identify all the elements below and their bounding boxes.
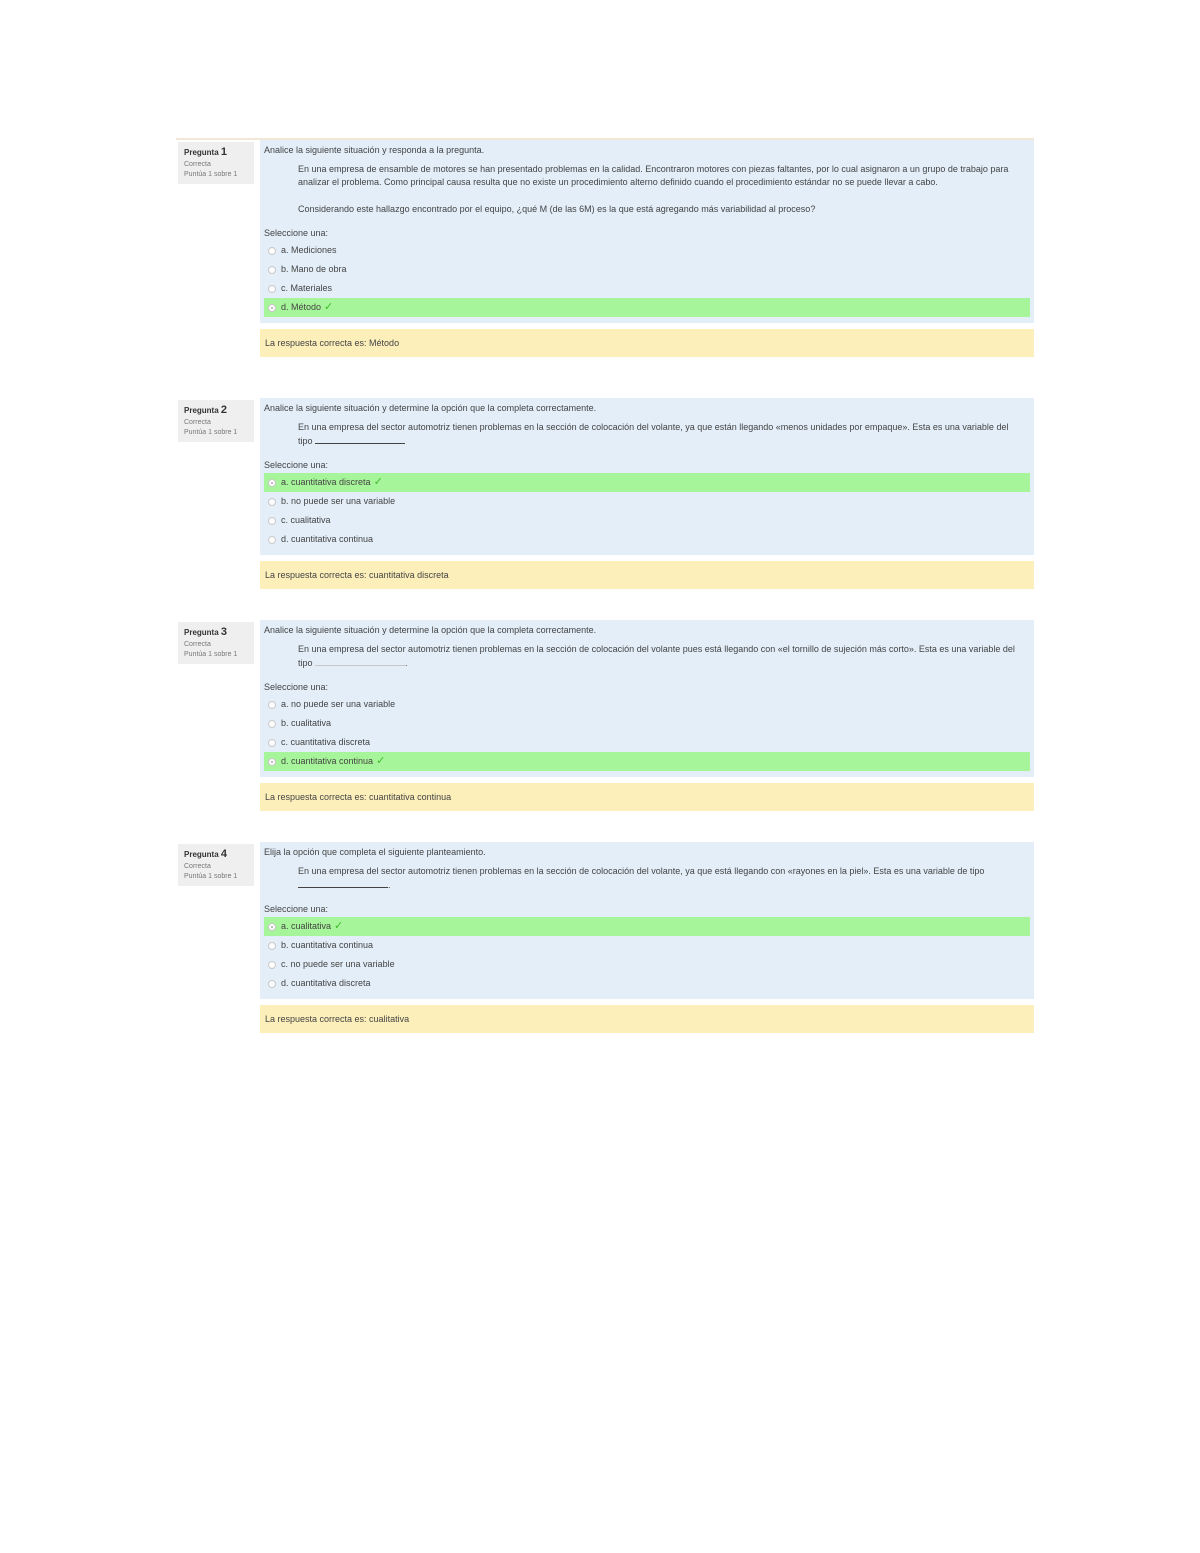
radio-button[interactable] — [268, 720, 276, 728]
question-number — [184, 626, 248, 638]
radio-button[interactable] — [268, 980, 276, 988]
answer-option-label: a. Mediciones — [281, 245, 337, 255]
question-stem-end: . — [388, 880, 391, 890]
question-stem — [298, 643, 1016, 670]
answer-option-label: c. cualitativa — [281, 515, 331, 525]
radio-button-checked[interactable] — [268, 479, 276, 487]
answer-option-a[interactable] — [264, 917, 1030, 936]
answer-prompt: Seleccione una: — [264, 228, 329, 238]
answer-options — [264, 473, 1030, 549]
question-grade: Puntúa 1 sobre 1 — [184, 873, 238, 880]
answer-option-c[interactable] — [264, 279, 1030, 298]
answer-option-label: d. cuantitativa continua — [281, 756, 374, 766]
answer-option-a[interactable] — [264, 695, 1030, 714]
radio-button[interactable] — [268, 247, 276, 255]
radio-button[interactable] — [268, 536, 276, 544]
correct-answer-feedback: La respuesta correcta es: cuantitativa continua — [260, 783, 1034, 811]
answer-prompt: Seleccione una: — [264, 904, 329, 914]
question-info — [178, 142, 254, 184]
answer-option-label: c. cuantitativa discreta — [281, 737, 371, 747]
answer-option-c[interactable] — [264, 511, 1030, 530]
radio-button[interactable] — [268, 266, 276, 274]
question-number — [184, 848, 248, 860]
answer-option-label: c. no puede ser una variable — [281, 959, 395, 969]
question-stem-text: En una empresa del sector automotriz tienen problemas en la sección de colocación del volante, ya que están llegando «menos unidades por empaque». Esta es una variable del tipo — [298, 422, 1009, 446]
question-stem-paragraph: Considerando este hallazgo encontrado por el equipo, ¿qué M (de las 6M) es la que está agregando más variabilidad al proceso? — [298, 204, 816, 214]
radio-button[interactable] — [268, 517, 276, 525]
answer-option-c[interactable] — [264, 733, 1030, 752]
answer-option-label: a. cuantitativa discreta — [281, 477, 371, 487]
radio-button[interactable] — [268, 285, 276, 293]
correct-answer-feedback: La respuesta correcta es: cualitativa — [260, 1005, 1034, 1033]
answer-option-d[interactable] — [264, 530, 1030, 549]
answer-option-d[interactable] — [264, 974, 1030, 993]
question-stem — [298, 163, 1016, 216]
answer-option-label: c. Materiales — [281, 283, 333, 293]
question-grade: Puntúa 1 sobre 1 — [184, 171, 238, 178]
fill-in-blank — [298, 878, 388, 888]
answer-option-label: b. cualitativa — [281, 718, 332, 728]
question-info — [178, 400, 254, 442]
correct-answer-feedback: La respuesta correcta es: cuantitativa discreta — [260, 561, 1034, 589]
answer-option-a[interactable] — [264, 473, 1030, 492]
answer-option-a[interactable] — [264, 241, 1030, 260]
question-4 — [176, 842, 1034, 1062]
answer-options — [264, 917, 1030, 993]
question-content — [260, 620, 1034, 777]
answer-option-b[interactable] — [264, 936, 1030, 955]
answer-option-d[interactable] — [264, 752, 1030, 771]
answer-options — [264, 695, 1030, 771]
radio-button[interactable] — [268, 739, 276, 747]
check-icon: ✓ — [324, 301, 334, 313]
answer-option-label: b. Mano de obra — [281, 264, 347, 274]
question-2 — [176, 398, 1034, 620]
question-intro: Analice la siguiente situación y determine la opción que la completa correctamente. — [264, 625, 597, 635]
question-grade: Puntúa 1 sobre 1 — [184, 429, 238, 436]
answer-option-d[interactable] — [264, 298, 1030, 317]
question-number — [184, 404, 248, 416]
answer-option-label: d. cuantitativa discreta — [281, 978, 371, 988]
answer-option-label: b. no puede ser una variable — [281, 496, 396, 506]
question-number-value: 2 — [220, 404, 228, 416]
check-icon: ✓ — [334, 920, 344, 932]
answer-option-b[interactable] — [264, 492, 1030, 511]
question-intro: Elija la opción que completa el siguiente planteamiento. — [264, 847, 486, 857]
question-stem-end: . — [405, 658, 408, 668]
question-number-value: 4 — [220, 848, 228, 860]
check-icon: ✓ — [373, 476, 383, 488]
answer-options — [264, 241, 1030, 317]
radio-button[interactable] — [268, 961, 276, 969]
question-label: Pregunta — [184, 406, 219, 415]
question-stem — [298, 421, 1016, 448]
answer-prompt: Seleccione una: — [264, 460, 329, 470]
radio-button[interactable] — [268, 498, 276, 506]
question-state: Correcta — [184, 419, 211, 426]
question-stem-text: En una empresa del sector automotriz tienen problemas en la sección de colocación del volante pues está llegando con «el tornillo de sujeción más corto». Esta es una variable del tipo — [298, 644, 1015, 668]
question-content — [260, 842, 1034, 999]
question-stem — [298, 865, 1016, 892]
quiz-review — [176, 138, 1034, 1062]
check-icon: ✓ — [376, 755, 386, 767]
question-info — [178, 844, 254, 886]
radio-button-checked[interactable] — [268, 758, 276, 766]
answer-option-label: d. Método — [281, 302, 322, 312]
question-state: Correcta — [184, 641, 211, 648]
answer-option-label: a. no puede ser una variable — [281, 699, 396, 709]
question-grade: Puntúa 1 sobre 1 — [184, 651, 238, 658]
answer-option-c[interactable] — [264, 955, 1030, 974]
question-stem-paragraph: En una empresa de ensamble de motores se han presentado problemas en la calidad. Encontraron motores con piezas faltantes, por lo cual asignaron a un grupo de trabajo para analizar el problema. Como principal causa resulta que no existe un procedimiento alterno definido cuando el procedimiento estándar no se puede llevar a cabo. — [298, 164, 1009, 187]
answer-option-label: d. cuantitativa continua — [281, 534, 374, 544]
question-label: Pregunta — [184, 148, 219, 157]
answer-option-b[interactable] — [264, 260, 1030, 279]
question-label: Pregunta — [184, 628, 219, 637]
question-number-value: 3 — [220, 626, 228, 638]
question-label: Pregunta — [184, 850, 219, 859]
answer-option-label: a. cualitativa — [281, 921, 332, 931]
question-state: Correcta — [184, 863, 211, 870]
question-number — [184, 146, 248, 158]
fill-in-blank — [315, 656, 405, 666]
question-3 — [176, 620, 1034, 842]
question-content — [260, 398, 1034, 555]
question-state: Correcta — [184, 161, 211, 168]
answer-prompt: Seleccione una: — [264, 682, 329, 692]
radio-button[interactable] — [268, 701, 276, 709]
fill-in-blank — [315, 434, 405, 444]
question-stem-text: En una empresa del sector automotriz tienen problemas en la sección de colocación del volante, ya que está llegando con «rayones en la piel». Esta es una variable de tipo — [298, 866, 985, 876]
question-content — [260, 140, 1034, 323]
answer-option-label: b. cuantitativa continua — [281, 940, 374, 950]
radio-button-checked[interactable] — [268, 304, 276, 312]
radio-button[interactable] — [268, 942, 276, 950]
answer-option-b[interactable] — [264, 714, 1030, 733]
question-number-value: 1 — [220, 146, 228, 158]
question-intro: Analice la siguiente situación y responda a la pregunta. — [264, 145, 485, 155]
question-intro: Analice la siguiente situación y determine la opción que la completa correctamente. — [264, 403, 597, 413]
correct-answer-feedback: La respuesta correcta es: Método — [260, 329, 1034, 357]
question-1 — [176, 140, 1034, 398]
radio-button-checked[interactable] — [268, 923, 276, 931]
question-info — [178, 622, 254, 664]
